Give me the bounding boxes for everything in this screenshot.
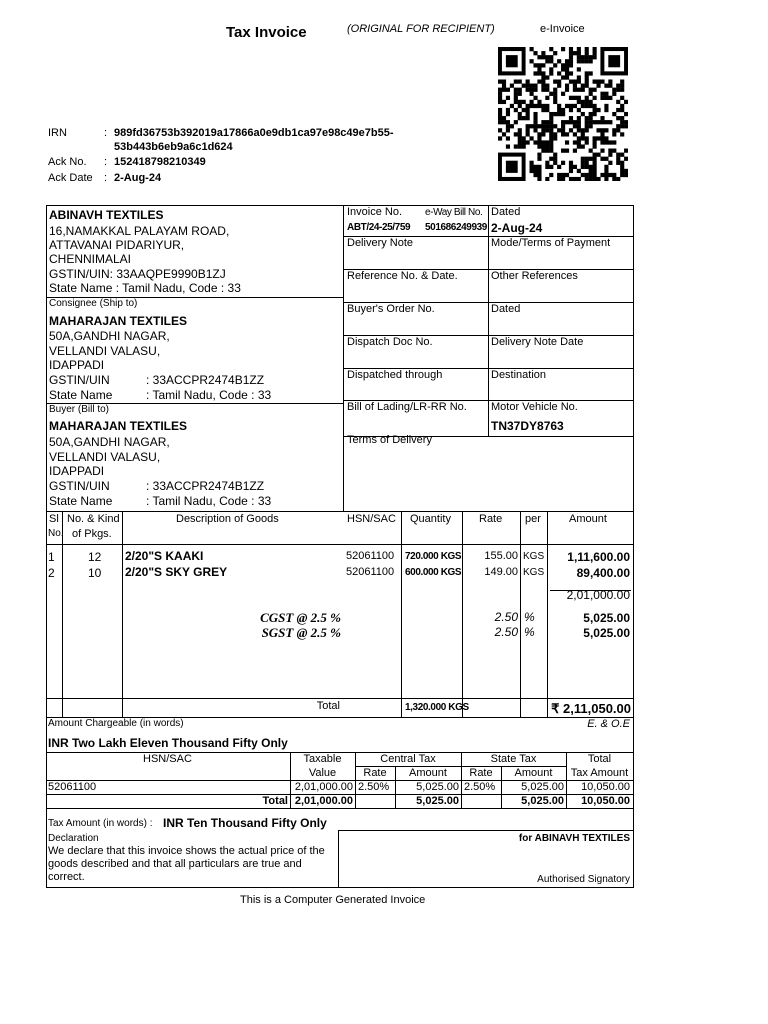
cgst-label: CGST @ 2.5 % [260, 610, 341, 625]
total-quantity: 1,320.000 KGS [405, 702, 469, 713]
cgst-amount: 5,025.00 [583, 611, 630, 625]
seller-name: ABINAVH TEXTILES [49, 208, 164, 222]
item-rate: 149.00 [484, 566, 518, 578]
summary-total-central-amount: 5,025.00 [416, 795, 459, 807]
item-per: KGS [523, 551, 545, 562]
eoe-label: E. & O.E [587, 718, 630, 730]
other-references-label: Other References [491, 270, 578, 282]
summary-state-rate-header: Rate [469, 767, 493, 779]
summary-taxable-header: Taxable [303, 753, 342, 765]
seller-address-line: ATTAVANAI PIDARIYUR, [49, 238, 185, 252]
summary-central-rate: 2.50% [358, 781, 390, 793]
item-rate: 155.00 [484, 550, 518, 562]
declaration-heading: Declaration [48, 833, 99, 844]
bill-of-lading-label: Bill of Lading/LR-RR No. [347, 401, 467, 413]
summary-hsn-header: HSN/SAC [143, 753, 192, 765]
buyer-state-label: State Name [49, 494, 113, 508]
col-rate: Rate [479, 513, 503, 525]
col-pkgs-line2: of Pkgs. [72, 528, 112, 540]
delivery-note-label: Delivery Note [347, 237, 414, 249]
seller-address-line: CHENNIMALAI [49, 252, 132, 266]
summary-total-taxable: 2,01,000.00 [294, 795, 353, 807]
eway-bill-label: e-Way Bill No. [425, 207, 483, 218]
subtotal-amount: 2,01,000.00 [566, 588, 630, 602]
qr-code-icon [498, 47, 628, 181]
seller-state: State Name : Tamil Nadu, Code : 33 [49, 281, 241, 295]
summary-total-state-amount: 5,025.00 [521, 795, 564, 807]
einvoice-label: e-Invoice [540, 23, 585, 35]
cgst-per: % [524, 610, 535, 624]
consignee-gstin-label: GSTIN/UIN [49, 373, 110, 387]
ack-no-value: 152418798210349 [114, 156, 206, 168]
item-hsn: 52061100 [346, 550, 395, 562]
summary-state-tax-header: State Tax [490, 753, 537, 765]
summary-hsn: 52061100 [48, 781, 97, 793]
total-label: Total [316, 700, 340, 712]
consignee-address-line: VELLANDI VALASU, [49, 344, 161, 358]
summary-taxable-header-2: Value [308, 767, 337, 779]
summary-state-amount-header: Amount [514, 767, 553, 779]
col-si-no: No. [48, 528, 64, 539]
irn-value-line1: 989fd36753b392019a17866a0e9db1ca97e98c49e7b55- [114, 127, 394, 139]
declaration-line: correct. [48, 871, 85, 883]
consignee-address-line: 50A,GANDHI NAGAR, [49, 329, 170, 343]
summary-total-tax: 10,050.00 [581, 781, 630, 793]
summary-central-amount: 5,025.00 [416, 781, 459, 793]
col-hsn: HSN/SAC [347, 513, 396, 525]
summary-total-label: Total [262, 795, 288, 807]
amount-in-words: INR Two Lakh Eleven Thousand Fifty Only [48, 736, 288, 750]
item-pkgs: 12 [88, 550, 102, 564]
item-si: 1 [48, 550, 55, 564]
declaration-line: We declare that this invoice shows the actual price of the [48, 845, 325, 857]
seller-gstin: GSTIN/UIN: 33AAQPE9990B1ZJ [49, 267, 226, 281]
grand-total-amount: ₹ 2,11,050.00 [551, 701, 631, 716]
summary-central-amount-header: Amount [409, 767, 447, 779]
summary-total-header: Total [587, 753, 612, 765]
irn-colon: : [104, 127, 108, 139]
consignee-address-line: IDAPPADI [49, 358, 105, 372]
buyer-address-line: VELLANDI VALASU, [49, 450, 161, 464]
mode-terms-label: Mode/Terms of Payment [491, 237, 611, 249]
buyer-heading: Buyer (Bill to) [49, 404, 110, 415]
reference-label: Reference No. & Date. [347, 270, 458, 282]
buyer-address-line: IDAPPADI [49, 464, 105, 478]
buyer-state-value: : Tamil Nadu, Code : 33 [146, 494, 272, 508]
terms-of-delivery-label: Terms of Delivery [347, 434, 432, 446]
buyer-name: MAHARAJAN TEXTILES [49, 419, 188, 433]
ack-no-label: Ack No. [48, 156, 87, 168]
item-hsn: 52061100 [346, 566, 395, 578]
invoice-title: Tax Invoice [226, 24, 307, 41]
ack-date-colon: : [104, 172, 108, 184]
motor-vehicle-value: TN37DY8763 [491, 419, 564, 433]
for-company-label: for ABINAVH TEXTILES [518, 833, 630, 844]
tax-words-label: Tax Amount (in words) : [48, 818, 153, 829]
motor-vehicle-label: Motor Vehicle No. [491, 401, 578, 413]
sgst-per: % [524, 625, 535, 639]
col-description: Description of Goods [176, 513, 279, 525]
eway-bill-value: 501686249939 [425, 222, 487, 233]
summary-central-rate-header: Rate [363, 767, 387, 779]
item-pkgs: 10 [88, 566, 102, 580]
item-quantity: 720.000 KGS [405, 551, 462, 562]
buyer-address-line: 50A,GANDHI NAGAR, [49, 435, 170, 449]
dispatched-through-label: Dispatched through [347, 369, 443, 381]
col-amount: Amount [569, 513, 607, 525]
tax-amount-in-words: INR Ten Thousand Fifty Only [163, 816, 327, 830]
consignee-gstin-value: : 33ACCPR2474B1ZZ [146, 373, 265, 387]
consignee-heading: Consignee (Ship to) [49, 298, 138, 309]
summary-taxable: 2,01,000.00 [294, 781, 353, 793]
dated-value: 2-Aug-24 [491, 221, 543, 235]
copy-label: (ORIGINAL FOR RECIPIENT) [347, 23, 495, 35]
summary-state-amount: 5,025.00 [521, 781, 564, 793]
authorised-signatory-label: Authorised Signatory [537, 874, 630, 885]
item-amount: 1,11,600.00 [567, 550, 630, 564]
seller-address-line: 16,NAMAKKAL PALAYAM ROAD, [49, 224, 230, 238]
summary-central-tax-header: Central Tax [380, 753, 436, 765]
summary-state-rate: 2.50% [464, 781, 496, 793]
ack-date-label: Ack Date [48, 172, 93, 184]
delivery-note-date-label: Delivery Note Date [491, 336, 584, 348]
item-si: 2 [48, 566, 55, 580]
col-pkgs-line1: No. & Kind [67, 513, 120, 525]
item-description: 2/20"S SKY GREY [125, 565, 228, 579]
order-dated-label: Dated [491, 303, 521, 315]
consignee-state-value: : Tamil Nadu, Code : 33 [146, 388, 272, 402]
col-si: Sl [49, 513, 59, 525]
item-description: 2/20"S KAAKI [125, 549, 204, 563]
invoice-no-value: ABT/24-25/759 [347, 222, 411, 233]
item-amount: 89,400.00 [576, 566, 630, 580]
item-per: KGS [523, 567, 545, 578]
declaration-line: goods described and that all particulars are true and [48, 858, 302, 870]
ack-no-colon: : [104, 156, 108, 168]
consignee-name: MAHARAJAN TEXTILES [49, 314, 188, 328]
buyer-gstin-label: GSTIN/UIN [49, 479, 110, 493]
footer-note: This is a Computer Generated Invoice [240, 894, 426, 906]
dated-label: Dated [491, 206, 521, 218]
col-per: per [525, 513, 541, 525]
sgst-amount: 5,025.00 [583, 626, 630, 640]
col-quantity: Quantity [410, 513, 451, 525]
dispatch-doc-label: Dispatch Doc No. [347, 336, 433, 348]
buyer-gstin-value: : 33ACCPR2474B1ZZ [146, 479, 265, 493]
buyers-order-label: Buyer's Order No. [347, 303, 435, 315]
summary-grand-total-tax: 10,050.00 [581, 795, 630, 807]
summary-total-header-2: Tax Amount [570, 767, 629, 779]
consignee-state-label: State Name [49, 388, 113, 402]
item-quantity: 600.000 KGS [405, 567, 462, 578]
amount-words-label: Amount Chargeable (in words) [48, 718, 184, 729]
cgst-rate: 2.50 [494, 610, 518, 624]
invoice-no-label: Invoice No. [347, 206, 403, 218]
irn-value-line2: 53b443b6eb9a6c1d624 [114, 141, 233, 153]
destination-label: Destination [491, 369, 547, 381]
sgst-rate: 2.50 [494, 625, 518, 639]
ack-date-value: 2-Aug-24 [114, 172, 162, 184]
irn-label: IRN [48, 127, 67, 139]
sgst-label: SGST @ 2.5 % [261, 625, 341, 640]
